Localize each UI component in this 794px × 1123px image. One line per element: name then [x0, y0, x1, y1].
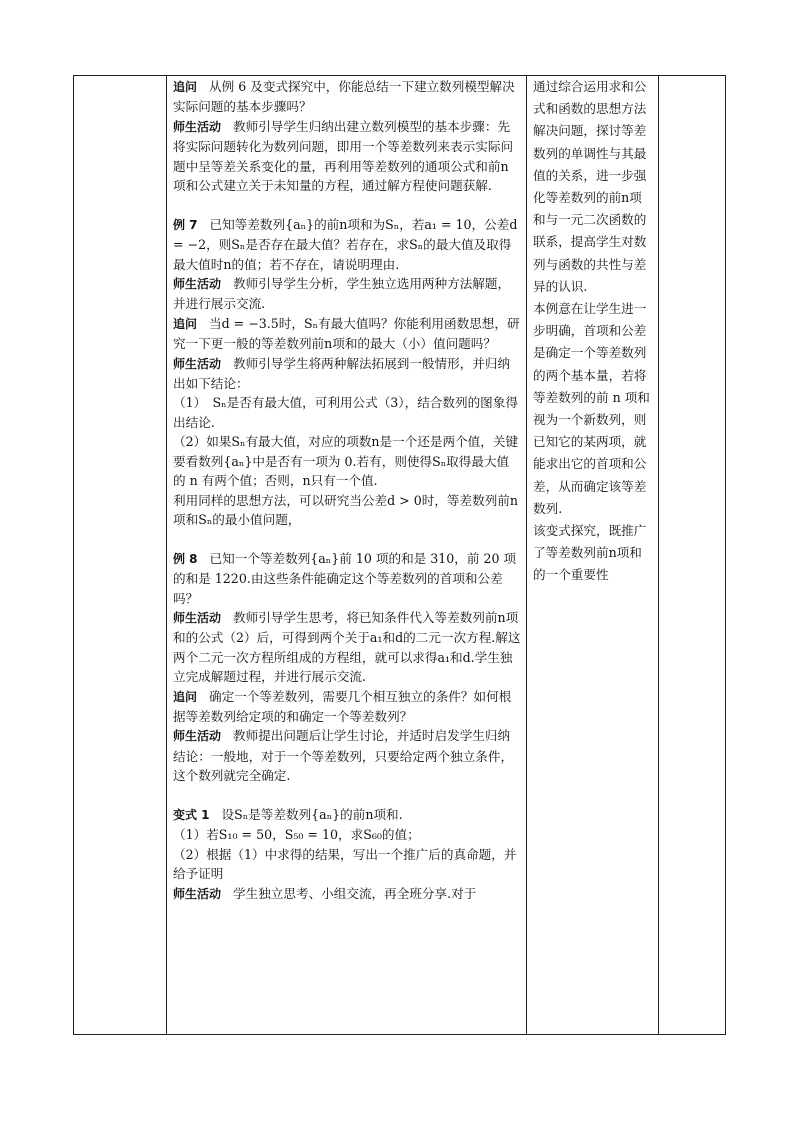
design-intent-cell: [527, 76, 659, 1035]
design-note-example-8: 本例意在让学生进一步明确，首项和公差是确定一个等差数列的两个基本量，若将等差数列的前 n 项和视为一个新数列，则已知它的某两项，就能求出它的首项和公差，从而确定该等差数列.: [533, 301, 650, 516]
paragraph-teacher-student-4: 师生活动 教师引导学生思考，将已知条件代入等差数列前n项和的公式（2）后，可得到两个关于a₁和d的二元一次方程.解这两个二元一次方程所组成的方程组，就可以求得a₁和d.学生独立完成解题过程，并进行展示交流.: [173, 609, 521, 685]
paragraph-follow-up-1: 追问 从例 6 及变式探究中，你能总结一下建立数列模型解决实际问题的基本步骤吗？: [173, 79, 515, 115]
design-note-variant-1: 该变式探究，既推广了等差数列前n项和的一个重要性: [533, 523, 647, 583]
paragraph-teacher-student-1: 师生活动 教师引导学生归纳出建立数列模型的基本步骤：先将实际问题转化为数列问题，即用一个等差数列来表示实际问题中呈等差关系变化的量，再利用等差数列的通项公式和前n项和公式建立关于未知量的方程，通过解方程使问题获解.: [173, 118, 514, 194]
empty-right-cell: [659, 76, 726, 1035]
paragraph-example-7: 例 7 已知等差数列{aₙ}的前n项和为Sₙ，若a₁ = 10，公差d = −2，则Sₙ是否存在最大值？若存在，求Sₙ的最大值及取得最大值时n的值；若不存在，请说明理由.: [173, 216, 518, 272]
design-note-example-7: 通过综合运用求和公式和函数的思想方法解决问题，探讨等差数列的单调性与其最值的关系，进一步强化等差数列的前n项和与一元二次函数的联系，提高学生对数列与函数的共性与差异的认识.: [533, 79, 647, 294]
paragraph-conclusion-2: （2）如果Sₙ有最大值，对应的项数n是一个还是两个值，关键要看数列{aₙ}中是否有一项为 0.若有，则使得Sₙ取得最大值的 n 有两个值；否则，n只有一个值.: [173, 434, 519, 489]
lesson-plan-table: [73, 75, 726, 1035]
paragraph-teacher-student-5: 师生活动 教师提出问题后让学生讨论，并适时启发学生归纳结论：一般地，对于一个等差数列，只要给定两个独立条件，这个数列就完全确定.: [173, 728, 514, 784]
paragraph-conclusion-1: （1） Sₙ是否有最大值，可利用公式（3），结合数列的图象得出结论.: [173, 395, 518, 430]
teaching-process-cell: [167, 76, 527, 1035]
paragraph-variant-1-part-1: （1）若S₁₀ = 50，S₅₀ = 10，求S₆₀的值；: [173, 827, 420, 843]
paragraph-teacher-student-2: 师生活动 教师引导学生分析，学生独立选用两种方法解题，并进行展示交流.: [173, 276, 511, 312]
paragraph-variant-1-part-2: （2）根据（1）中求得的结果，写出一个推广后的真命题，并给予证明: [173, 846, 517, 882]
table-row: [74, 76, 726, 1035]
paragraph-variant-1: 变式 1 设Sₙ是等差数列{aₙ}的前n项和.: [173, 806, 403, 822]
paragraph-example-8: 例 8 已知一个等差数列{aₙ}前 10 项的和是 310，前 20 项的和是 1220.由这些条件能确定这个等差数列的首项和公差吗？: [173, 550, 517, 606]
paragraph-follow-up-2: 追问 当d = −3.5时，Sₙ有最大值吗？你能利用函数思想，研究一下更一般的等差数列前n项和的最大（小）值问题吗？: [173, 315, 520, 352]
empty-left-cell: [74, 76, 167, 1035]
paragraph-teacher-student-6: 师生活动 学生独立思考、小组交流，再全班分享.对于: [173, 885, 477, 901]
paragraph-teacher-student-3: 师生活动 教师引导学生将两种解法拓展到一般情形，并归纳出如下结论：: [173, 355, 511, 392]
paragraph-follow-up-3: 追问 确定一个等差数列，需要几个相互独立的条件？如何根据等差数列给定项的和确定一个等差数列？: [173, 688, 512, 724]
paragraph-min-value: 利用同样的思想方法，可以研究当公差d > 0时，等差数列前n项和Sₙ的最小值问题，: [173, 492, 518, 527]
